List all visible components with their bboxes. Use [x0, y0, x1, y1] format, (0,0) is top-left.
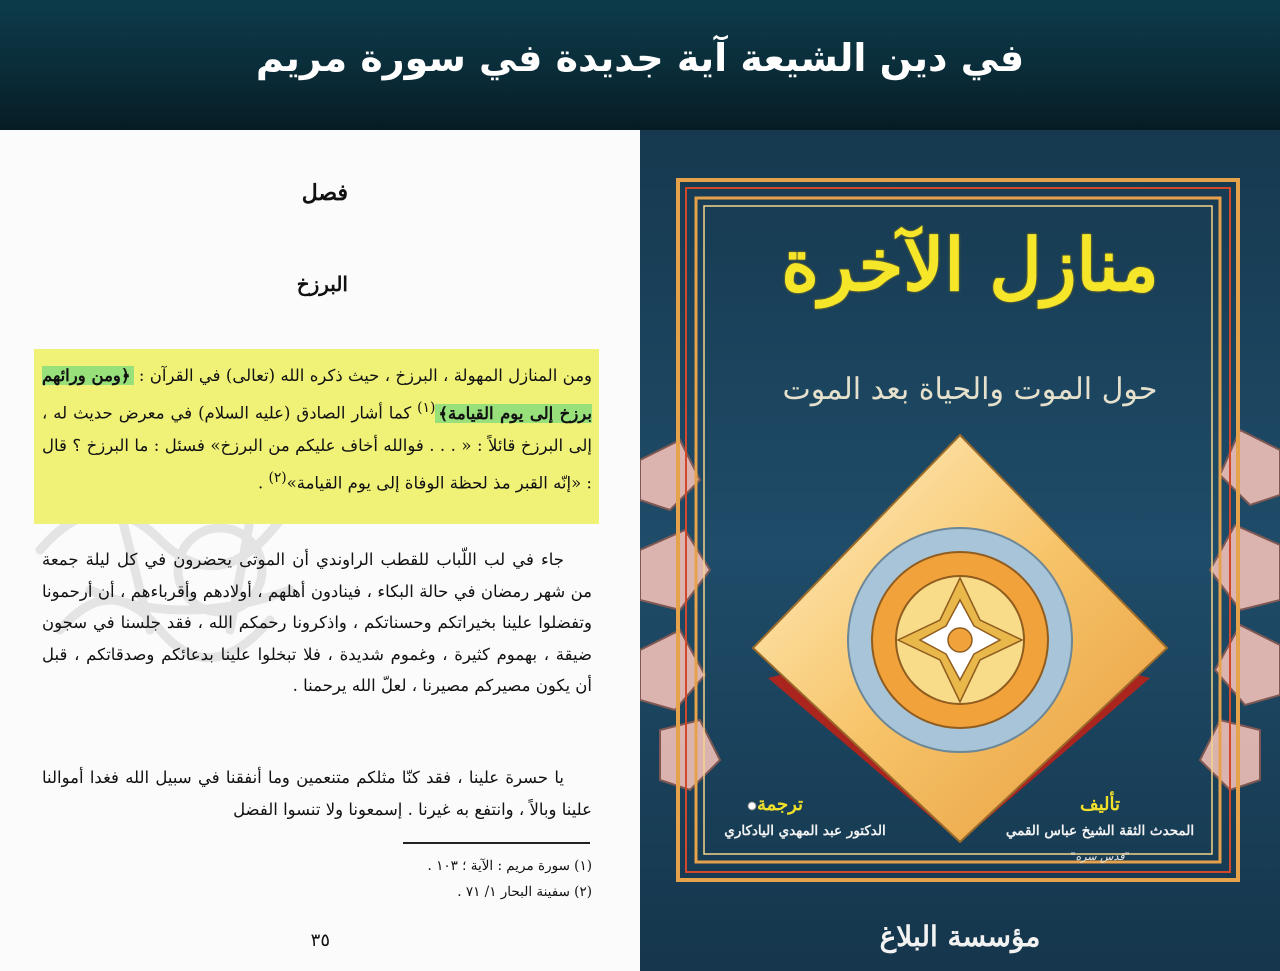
footnote-2: (٢) سفينة البحار ١/ ٧١ . [457, 884, 592, 900]
author-honorific: "قدس سره" [1070, 850, 1130, 863]
para1-end: . [257, 473, 269, 492]
cover-title: منازل الآخرة [781, 222, 1159, 307]
paragraph-dead-visit: جاء في لب اللّباب للقطب الراوندي أن الموتى يحضرون في كل ليلة جمعة من شهر رمضان في حالة البكاء ، فينادون أهلهم ، أولادهم وأقرباءهم ، أن أرحمونا وتفضلوا علينا بخيراتكم وحسناتكم ، واذكرونا رحمكم الله ، فقد جلسنا في سجون ضيقة ، بهموم كثيرة ، وغموم شديدة ، فلا تبخلوا علينا بدعائكم وصدقاتكم ، قبل أن يكون مصيركم مصيرنا ، لعلّ الله يرحمنا . [42, 550, 592, 695]
chapter-title: فصل [301, 180, 348, 206]
page-number: ٣٥ [310, 930, 330, 951]
para1-body: كما أشار الصادق (عليه السلام) في معرض حديث له ، إلى البرزخ قائلاً : « . . . فوالله أخاف عليكم من البرزخ» فسئل : ما البرزخ ؟ قال : «إنّه القبر مذ لحظة الوفاة إلى يوم القيامة» [42, 403, 592, 492]
translator-name: الدكتور عبد المهدي اليادكاري [724, 823, 886, 839]
publisher-name: مؤسسة البلاغ [879, 920, 1041, 953]
paragraph-regret: يا حسرة علينا ، فقد كنّا مثلكم متنعمين وما أنفقنا في سبيل الله فغدا أموالنا علينا وبالاً ، وانتفع به غيرنا . إسمعونا ولا تنسوا الفضل [42, 768, 592, 819]
book-cover [640, 130, 1280, 971]
top-banner [0, 0, 1280, 130]
author-name: المحدث الثقة الشيخ عباس القمي [1005, 823, 1195, 839]
banner-title: في دين الشيعة آية جديدة في سورة مريم [255, 36, 1025, 80]
para1-intro: ومن المنازل المهولة ، البرزخ ، حيث ذكره الله (تعالى) في القرآن : [133, 366, 592, 385]
book-page [0, 130, 640, 971]
translator-label: ترجمة [756, 794, 804, 815]
footnote-1: (١) سورة مريم : الآية ؛ ١٠٣ . [427, 858, 592, 874]
paragraph-barzakh [42, 360, 592, 499]
footnote-divider [403, 842, 590, 844]
footnote-ref-2: (٢) [268, 469, 287, 486]
rosette-pattern [848, 528, 1072, 752]
footnote-ref-1: (١) [417, 400, 436, 416]
quran-quote-highlight: ﴿ومن ورائهم برزخ إلى يوم القيامة﴾ [42, 366, 592, 423]
section-title: البرزخ [296, 272, 348, 296]
author-label: تأليف [1079, 794, 1121, 815]
cover-subtitle: حول الموت والحياة بعد الموت [782, 372, 1158, 407]
